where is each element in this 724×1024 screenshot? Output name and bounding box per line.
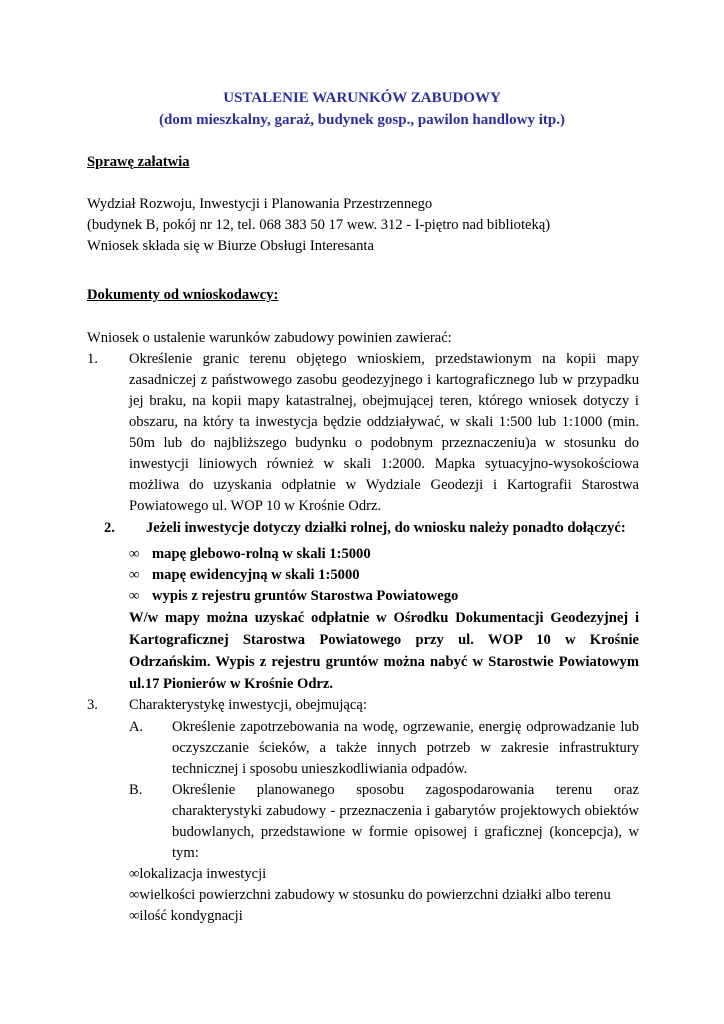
sub-a-line: oczyszczanie ścieków, a także innych potrzeb w zakresie infrastruktury: [172, 740, 639, 756]
infinity-bullet-icon: ∞: [129, 567, 140, 583]
sub-a-line: Określenie zapotrzebowania na wodę, ogrzewanie, energię odprowadzanie lub: [172, 719, 639, 735]
inf-item-text: wielkości powierzchni zabudowy w stosunku do powierzchni działki albo terenu: [139, 887, 611, 903]
documents-heading: Dokumenty od wnioskodawcy:: [87, 287, 279, 303]
item-3-number: 3.: [87, 697, 98, 713]
item-2-note-line: W/w mapy można uzyskać odpłatnie w Ośrodku Dokumentacji Geodezyjnej i: [129, 610, 639, 626]
item-1-line: możliwa do uzyskania odpłatnie w Wydziale Geodezji i Kartografii Starostwa: [129, 477, 639, 493]
infinity-bullet-icon: ∞: [129, 908, 140, 924]
document-subtitle: (dom mieszkalny, garaż, budynek gosp., pawilon handlowy itp.): [159, 112, 565, 128]
sub-b-line: budowlanych, przedstawione w formie opisowej i graficznej (koncepcja), w: [172, 824, 639, 840]
sub-b-line: tym:: [172, 845, 199, 861]
sub-b-line: Określenie planowanego sposobu zagospodarowania terenu oraz: [172, 782, 639, 798]
item-1-line: 50m lub do najbliższego budynku o podobnym przeznaczeniu)a w stosunku do: [129, 435, 639, 451]
sub-a-line: technicznej i sposobu unieszkodliwiania odpadów.: [172, 761, 468, 777]
handler-dept: Wydział Rozwoju, Inwestycji i Planowania Przestrzennego: [87, 196, 433, 212]
sub-b-label: B.: [129, 782, 143, 798]
inf-list-item: [129, 908, 243, 925]
item-1-line: obszaru, na który ta inwestycja będzie oddziaływać, w skali 1:500 lub 1:1000 (min.: [129, 414, 639, 430]
item-2-note-line: Odrzańskim. Wypis z rejestru gruntów można nabyć w Starostwie Powiatowym: [129, 654, 639, 670]
item-1-number: 1.: [87, 351, 98, 367]
infinity-bullet-icon: ∞: [129, 887, 140, 903]
item-1-line: inwestycji liniowych również w skali 1:2000. Mapka sytuacyjno-wysokościowa: [129, 456, 639, 472]
item-2-bullet: mapę glebowo-rolną w skali 1:5000: [152, 546, 371, 562]
item-2-text: Jeżeli inwestycje dotyczy działki rolnej, do wniosku należy ponadto dołączyć:: [146, 520, 626, 536]
inf-list-item: [129, 887, 611, 904]
sub-a-label: A.: [129, 719, 144, 735]
handler-heading: Sprawę załatwia: [87, 154, 190, 170]
document-title: USTALENIE WARUNKÓW ZABUDOWY: [223, 90, 501, 106]
inf-item-text: lokalizacja inwestycji: [139, 866, 267, 882]
infinity-bullet-icon: ∞: [129, 588, 140, 604]
sub-b-line: charakterystyki zabudowy - przeznaczenia i gabarytów projektowych obiektów: [172, 803, 639, 819]
item-2-bullet: wypis z rejestru gruntów Starostwa Powiatowego: [152, 588, 459, 604]
item-3-text: Charakterystykę inwestycji, obejmującą:: [129, 697, 367, 713]
item-1-line: jej braku, na kopii mapy katastralnej, obejmującej teren, którego wniosek dotyczy i: [129, 393, 639, 409]
infinity-bullet-icon: ∞: [129, 866, 140, 882]
documents-intro: Wniosek o ustalenie warunków zabudowy powinien zawierać:: [87, 330, 452, 346]
handler-submit: Wniosek składa się w Biurze Obsługi Interesanta: [87, 238, 374, 254]
item-2-bullet: mapę ewidencyjną w skali 1:5000: [152, 567, 360, 583]
item-1-line: zasadniczej z państwowego zasobu geodezyjnego i kartograficznego lub w przypadku: [129, 372, 639, 388]
item-1-line: Określenie granic terenu objętego wnioskiem, przedstawionym na kopii mapy: [129, 351, 639, 367]
item-1-line: Powiatowego ul. WOP 10 w Krośnie Odrz.: [129, 498, 382, 514]
inf-list-item: [129, 866, 266, 883]
handler-location: (budynek B, pokój nr 12, tel. 068 383 50 17 wew. 312 - I-piętro nad biblioteką): [87, 217, 551, 233]
item-2-number: 2.: [104, 520, 115, 536]
inf-item-text: ilość kondygnacji: [139, 908, 243, 924]
item-2-note-line: Kartograficznej Starostwa Powiatowego przy ul. WOP 10 w Krośnie: [129, 632, 639, 648]
item-2-note-line: ul.17 Pionierów w Krośnie Odrz.: [129, 676, 334, 692]
infinity-bullet-icon: ∞: [129, 546, 140, 562]
